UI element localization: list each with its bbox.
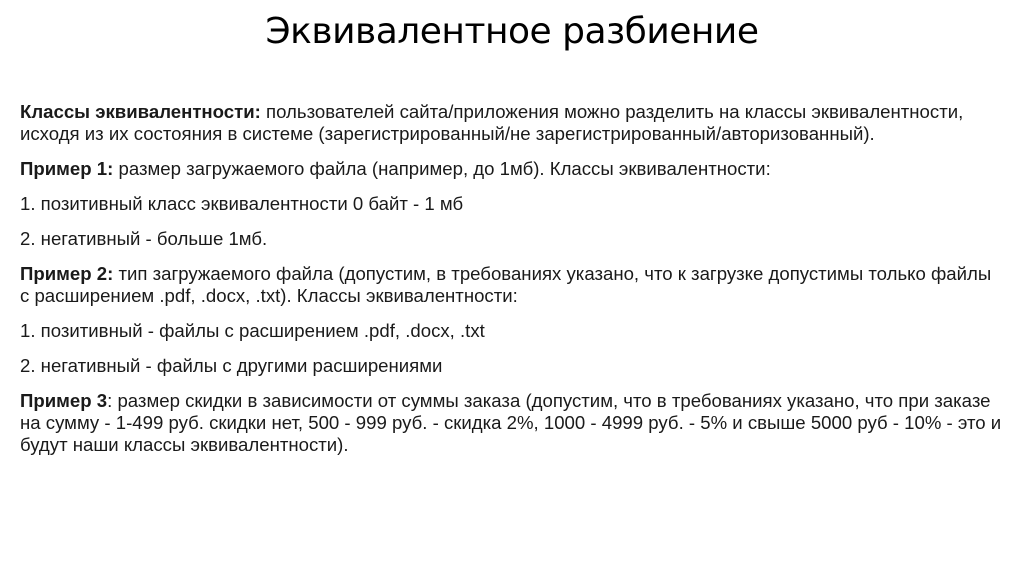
- paragraph-text: 1. позитивный класс эквивалентности 0 байт - 1 мб: [20, 193, 464, 214]
- paragraph-text: тип загружаемого файла (допустим, в требованиях указано, что к загрузке допустимы только файлы с расширением .pdf, .docx, .txt). Классы эквивалентности:: [20, 263, 992, 306]
- paragraph-equivalence-classes: [20, 101, 1005, 145]
- paragraph-text: 2. негативный - файлы с другими расширениями: [20, 355, 443, 376]
- paragraph-label: Пример 2:: [20, 263, 114, 284]
- paragraph-text: 2. негативный - больше 1мб.: [20, 228, 268, 249]
- slide-title: Эквивалентное разбиение: [265, 11, 759, 52]
- paragraph-example-1-positive: [20, 193, 1005, 215]
- paragraph-text: размер загружаемого файла (например, до 1мб). Классы эквивалентности:: [113, 158, 771, 179]
- paragraph-example-2-negative: [20, 355, 1005, 377]
- paragraph-example-2: [20, 263, 1005, 307]
- paragraph-example-2-positive: [20, 320, 1005, 342]
- slide-content: [20, 101, 1005, 469]
- paragraph-text: 1. позитивный - файлы с расширением .pdf, .docx, .txt: [20, 320, 485, 341]
- paragraph-example-1: [20, 158, 1005, 180]
- paragraph-label: Пример 3: [20, 390, 108, 411]
- paragraph-text: пользователей сайта/приложения можно разделить на классы эквивалентности, исходя из их состояния в системе (зарегистрированный/не зарегистрированный/авторизованный).: [20, 101, 964, 144]
- paragraph-example-3: [20, 390, 1005, 456]
- paragraph-example-1-negative: [20, 228, 1005, 250]
- paragraph-label: Пример 1:: [20, 158, 114, 179]
- paragraph-label: Классы эквивалентности:: [20, 101, 261, 122]
- paragraph-text: : размер скидки в зависимости от суммы заказа (допустим, что в требованиях указано, что при заказе на сумму - 1-499 руб. скидки нет, 500 - 999 руб. - скидка 2%, 1000 - 4999 руб. - 5% и свыше 5000 руб - 10% - это и будут наши классы эквивалентности).: [20, 390, 1002, 455]
